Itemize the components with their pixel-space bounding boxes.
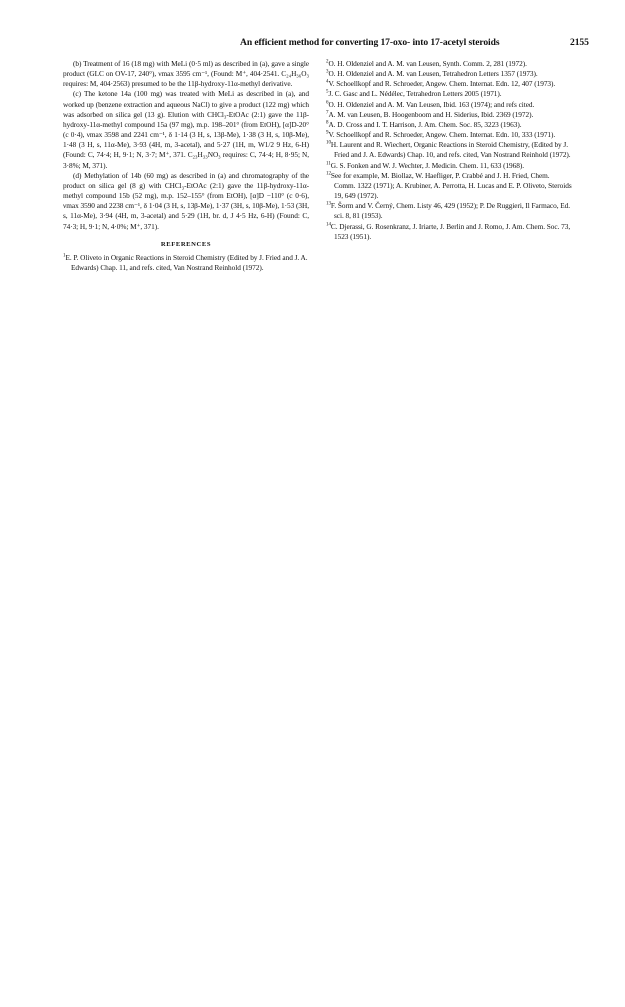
reference-text: A. D. Cross and I. T. Harrison, J. Am. Chem. Soc. 85, 3223 (1963).	[328, 119, 522, 129]
reference-number: 11	[326, 161, 331, 167]
reference-item	[63, 253, 309, 273]
reference-number: 12	[326, 171, 331, 177]
reference-number: 6	[326, 100, 329, 106]
reference-number: 10	[326, 140, 331, 146]
paragraph-c: (c) The ketone 14a (100 mg) was treated with MeLi as described in (a), and worked up (benzene extraction and aqueous NaCl) to give a product (122 mg) which was adsorbed on silica gel (13 g). Elution with CHCl₃-EtOAc (2:1) gave the 11β-hydroxy-11α-methyl compound 15a (97 mg), m.p. 198–201° (from EtOH), [α]D-20° (c 0·4), νmax 3598 and 2241 cm⁻¹, δ 1·14 (3 H, s, 13β-Me), 1·38 (3 H, s, 10β-Me), 1·48 (3 H, s, 11α-Me), 3·93 (4H, m, 3-acetal), and 5·27 (1H, m, W1/2 9 Hz, 6-H) (Found: C, 74·4; H, 9·1; N, 3·7; M⁺, 371. C₂₃H₃₃NO₃ requires: C, 74·4; H, 8·95; N, 3·8%; M, 371).	[63, 89, 309, 170]
reference-item	[326, 79, 572, 89]
reference-text: O. H. Oldenziel and A. M. van Leusen, Tetrahedron Letters 1357 (1973).	[328, 69, 538, 79]
reference-item	[326, 59, 572, 69]
reference-item	[326, 140, 572, 160]
reference-item	[326, 201, 572, 221]
reference-text: O. H. Oldenziel and A. M. van Leusen, Synth. Comm. 2, 281 (1972).	[328, 59, 527, 68]
reference-text: V. Schoellkopf and R. Schroeder, Angew. Chem. Internat. Edn. 12, 407 (1973).	[328, 79, 556, 89]
reference-item	[326, 120, 572, 130]
references-heading: REFERENCES	[160, 240, 212, 248]
reference-number: 13	[326, 201, 331, 207]
reference-number: 2	[326, 59, 329, 65]
right-column	[326, 59, 572, 242]
reference-number: 9	[326, 130, 329, 136]
reference-text: C. Djerassi, G. Rosenkranz, J. Iriarte, J. Berlin and J. Romo, J. Am. Chem. Soc. 73, 1523 (1951).	[330, 221, 571, 241]
reference-text: E. P. Oliveto in Organic Reactions in Steroid Chemistry (Edited by J. Fried and J. A. Edwards) Chap. 11, and refs. cited, Van Nostrand Reinhold (1972).	[65, 252, 308, 272]
reference-item	[326, 89, 572, 99]
reference-item	[326, 100, 572, 110]
reference-item	[326, 110, 572, 120]
reference-text: O. H. Oldenziel and A. M. Van Leusen, Ibid. 163 (1974); and refs cited.	[328, 99, 535, 109]
page-number: 2155	[570, 37, 589, 48]
left-column	[63, 59, 309, 273]
reference-number: 3	[326, 69, 329, 75]
reference-item	[326, 130, 572, 140]
paragraph-b: (b) Treatment of 16 (18 mg) with MeLi (0·5 ml) as described in (a), gave a single product (GLC on OV-17, 240°), νmax 3595 cm⁻¹, (Found: M⁺, 404·2541. C₂₄H₃₆O₃ requires: M, 404·2563) presumed to be the 11β-hydroxy-11α-methyl derivative.	[63, 59, 309, 89]
running-title: An efficient method for converting 17-oxo- into 17-acetyl steroids	[240, 37, 500, 48]
reference-item	[326, 171, 572, 201]
reference-number: 1	[63, 253, 66, 259]
reference-text: G. S. Fonken and W. J. Wechter, J. Medicin. Chem. 11, 633 (1968).	[330, 160, 524, 170]
reference-number: 8	[326, 120, 329, 126]
reference-number: 5	[326, 90, 329, 96]
reference-text: V. Schoellkopf and R. Schroeder, Angew. Chem. Internat. Edn. 10, 333 (1971).	[328, 130, 556, 140]
reference-text: F. Šorm and V. Černý, Chem. Listy 46, 429 (1952); P. De Ruggieri, Il Farmaco, Ed. sci. 8, 81 (1953).	[330, 201, 571, 221]
paragraph-d: (d) Methylation of 14b (60 mg) as described in (a) and chromatography of the product on silica gel (8 g) with CHCl₃-EtOAc (2:1) gave the 11β-hydroxy-11α-methyl compound 15b (52 mg), m.p. 152–155° (from EtOH), [α]D −110° (c 0·6), νmax 3590 and 2238 cm⁻¹, δ 1·04 (3 H, s, 13β-Me), 1·37 (3H, s, 10β-Me), 1·53 (3H, s, 11α-Me), 3·94 (4H, m, 3-acetal) and 5·29 (1H, br. d, J 4·5 Hz, 6-H) (Found: C, 74·3; H, 9·1; N, 4·0%; M⁺, 371).	[63, 170, 309, 231]
reference-text: H. Laurent and R. Wiechert, Organic Reactions in Steroid Chemistry, (Edited by J. Fried and J. A. Edwards) Chap. 10, and refs. cited, Van Nostrand Reinhold (1972).	[330, 140, 571, 160]
reference-text: J. C. Gasc and L. Nédélec, Tetrahedron Letters 2005 (1971).	[328, 89, 502, 99]
reference-text: See for example, M. Biollaz, W. Haefliger, P. Crabbé and J. H. Fried, Chem. Comm. 1322 (1971); A. Krubiner, A. Perrotta, H. Lucas and E. P. Oliveto, Steroids 19, 649 (1972).	[330, 170, 572, 201]
reference-item	[326, 222, 572, 242]
reference-text: A. M. van Leusen, B. Hoogenboom and H. Siderius, Ibid. 2369 (1972).	[328, 109, 534, 119]
reference-item	[326, 161, 572, 171]
reference-item	[326, 69, 572, 79]
reference-number: 4	[326, 79, 329, 85]
reference-number: 7	[326, 110, 329, 116]
reference-number: 14	[326, 222, 331, 228]
